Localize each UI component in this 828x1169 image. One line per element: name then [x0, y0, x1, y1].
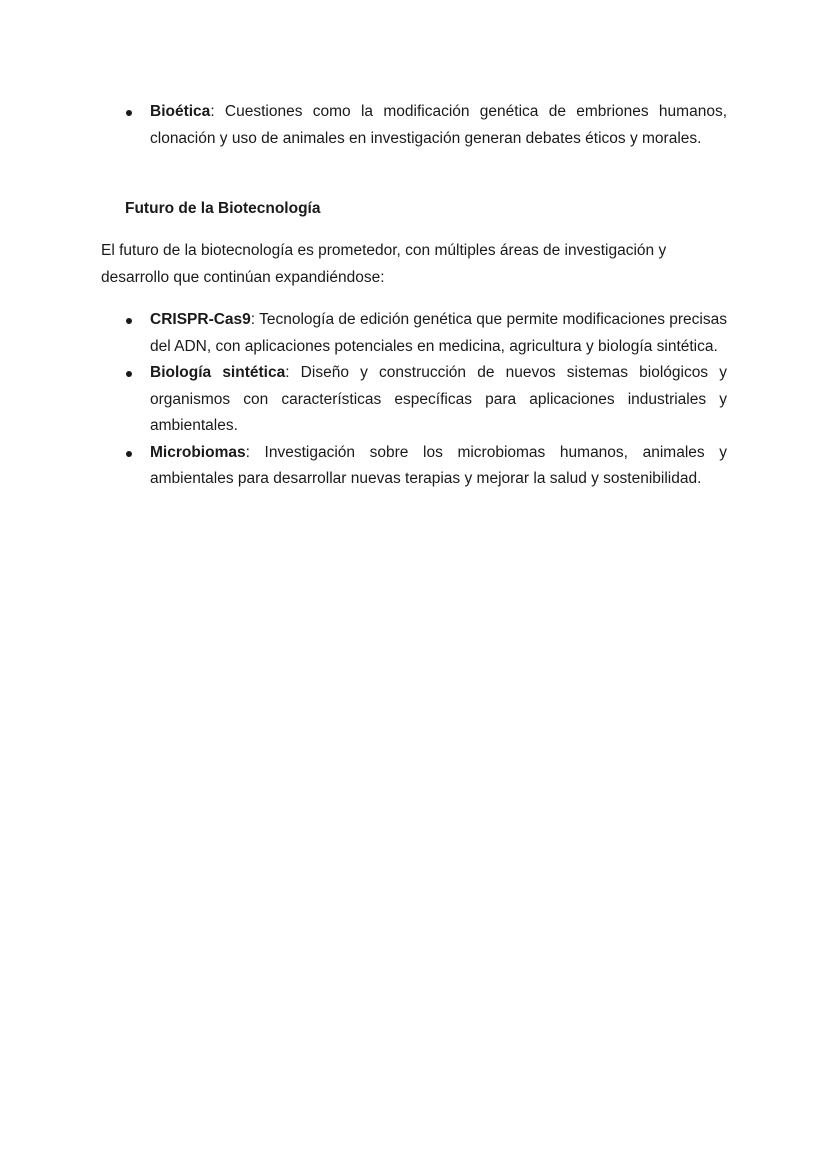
- list-item-text: : Investigación sobre los microbiomas humanos, animales y ambientales para desarrollar nuevas terapias y mejorar la salud y sostenibilidad.: [150, 443, 727, 487]
- intro-paragraph: El futuro de la biotecnología es prometedor, con múltiples áreas de investigación y desarrollo que continúan expandiéndose:: [101, 242, 667, 286]
- list-item-text: : Diseño y construcción de nuevos sistemas biológicos y organismos con características específicas para aplicaciones industriales y ambientales.: [150, 364, 727, 434]
- list-item-text: : Cuestiones como la modificación genética de embriones humanos, clonación y uso de animales en investigación generan debates éticos y morales.: [150, 103, 727, 147]
- list-item-term: Microbiomas: [150, 443, 246, 461]
- bullet-icon: [126, 318, 132, 324]
- list-item: [150, 440, 727, 493]
- list-item-term: CRISPR-Cas9: [150, 311, 251, 328]
- list-item: [150, 307, 727, 360]
- section-heading: Futuro de la Biotecnología: [125, 200, 321, 217]
- bullet-icon: [126, 110, 132, 116]
- list-item-text: : Tecnología de edición genética que permite modificaciones precisas del ADN, con aplicaciones potenciales en medicina, agricultura y biología sintética.: [150, 311, 727, 355]
- bioethics-list: [150, 99, 727, 152]
- future-areas-list: [150, 307, 727, 493]
- list-item-term: Bioética: [150, 103, 211, 120]
- list-item: [150, 360, 727, 440]
- list-item-term: Biología sintética: [150, 364, 286, 381]
- bullet-icon: [126, 451, 132, 457]
- bullet-icon: [126, 371, 132, 377]
- list-item: [150, 99, 727, 152]
